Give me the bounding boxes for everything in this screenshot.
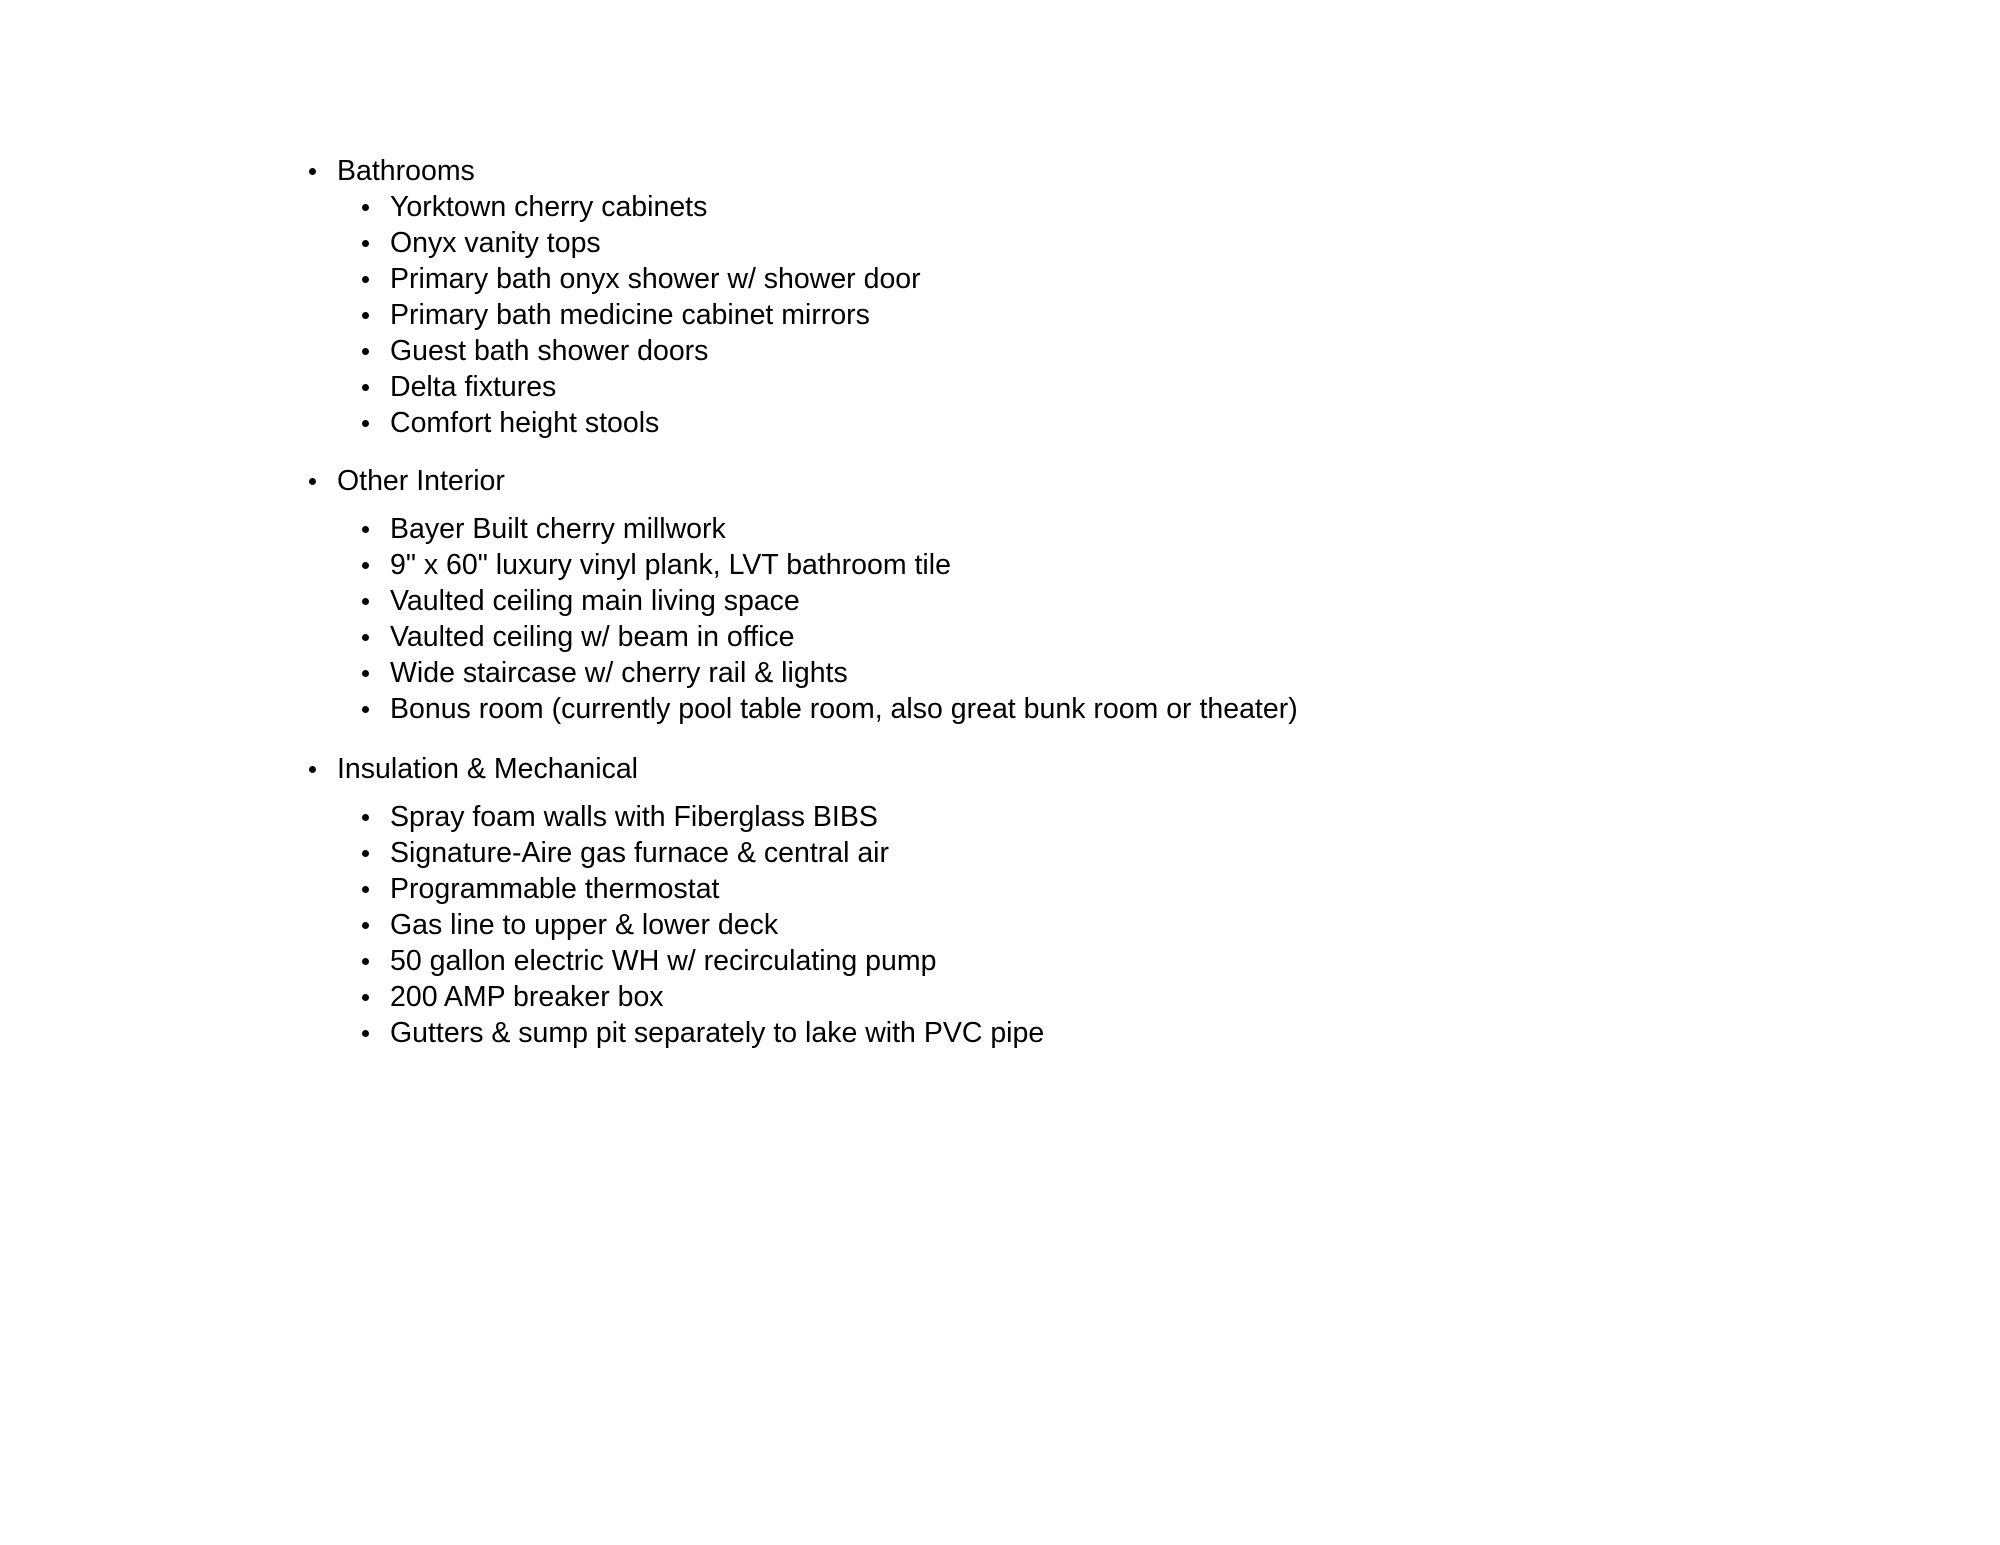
bullet-icon xyxy=(309,766,316,773)
section-heading: Insulation & Mechanical xyxy=(337,753,639,785)
list-item-text: Guest bath shower doors xyxy=(390,335,709,367)
list-item-text: Gutters & sump pit separately to lake with PVC pipe xyxy=(390,1017,1045,1049)
section-heading: Other Interior xyxy=(337,465,505,497)
bullet-icon xyxy=(362,814,369,821)
bullet-icon xyxy=(362,886,369,893)
bullet-icon xyxy=(362,994,369,1001)
bullet-icon xyxy=(362,312,369,319)
section-heading: Bathrooms xyxy=(337,155,475,187)
list-item-text: Comfort height stools xyxy=(390,407,660,439)
list-item-text: Gas line to upper & lower deck xyxy=(390,909,779,941)
list-item-text: Delta fixtures xyxy=(390,371,557,403)
list-item-text: Primary bath medicine cabinet mirrors xyxy=(390,299,870,331)
list-item-text: 9" x 60" luxury vinyl plank, LVT bathroom tile xyxy=(390,549,951,581)
bullet-icon xyxy=(362,204,369,211)
bullet-icon xyxy=(362,384,369,391)
list-item-text: Wide staircase w/ cherry rail & lights xyxy=(390,657,848,689)
list-item-text: Yorktown cherry cabinets xyxy=(390,191,708,223)
bullet-icon xyxy=(309,168,316,175)
bullet-icon xyxy=(362,958,369,965)
bullet-icon xyxy=(362,240,369,247)
bullet-icon xyxy=(362,922,369,929)
list-item-text: Spray foam walls with Fiberglass BIBS xyxy=(390,801,878,833)
list-item-text: Vaulted ceiling main living space xyxy=(390,585,800,617)
list-item-text: Vaulted ceiling w/ beam in office xyxy=(390,621,795,653)
bullet-icon xyxy=(362,670,369,677)
bullet-icon xyxy=(362,706,369,713)
bullet-icon xyxy=(362,562,369,569)
bullet-icon xyxy=(362,526,369,533)
bullet-icon xyxy=(362,850,369,857)
bullet-icon xyxy=(362,276,369,283)
list-item-text: Bayer Built cherry millwork xyxy=(390,513,726,545)
bullet-icon xyxy=(362,1030,369,1037)
bullet-icon xyxy=(309,478,316,485)
list-item-text: Programmable thermostat xyxy=(390,873,720,905)
list-item-text: Primary bath onyx shower w/ shower door xyxy=(390,263,921,295)
bullet-icon xyxy=(362,348,369,355)
bullet-icon xyxy=(362,420,369,427)
list-item-text: 50 gallon electric WH w/ recirculating pump xyxy=(390,945,937,977)
bullet-icon xyxy=(362,634,369,641)
list-item-text: 200 AMP breaker box xyxy=(390,981,664,1013)
list-item-text: Bonus room (currently pool table room, also great bunk room or theater) xyxy=(390,693,1298,725)
list-item-text: Onyx vanity tops xyxy=(390,227,601,259)
list-item-text: Signature-Aire gas furnace & central air xyxy=(390,837,890,869)
bullet-icon xyxy=(362,598,369,605)
